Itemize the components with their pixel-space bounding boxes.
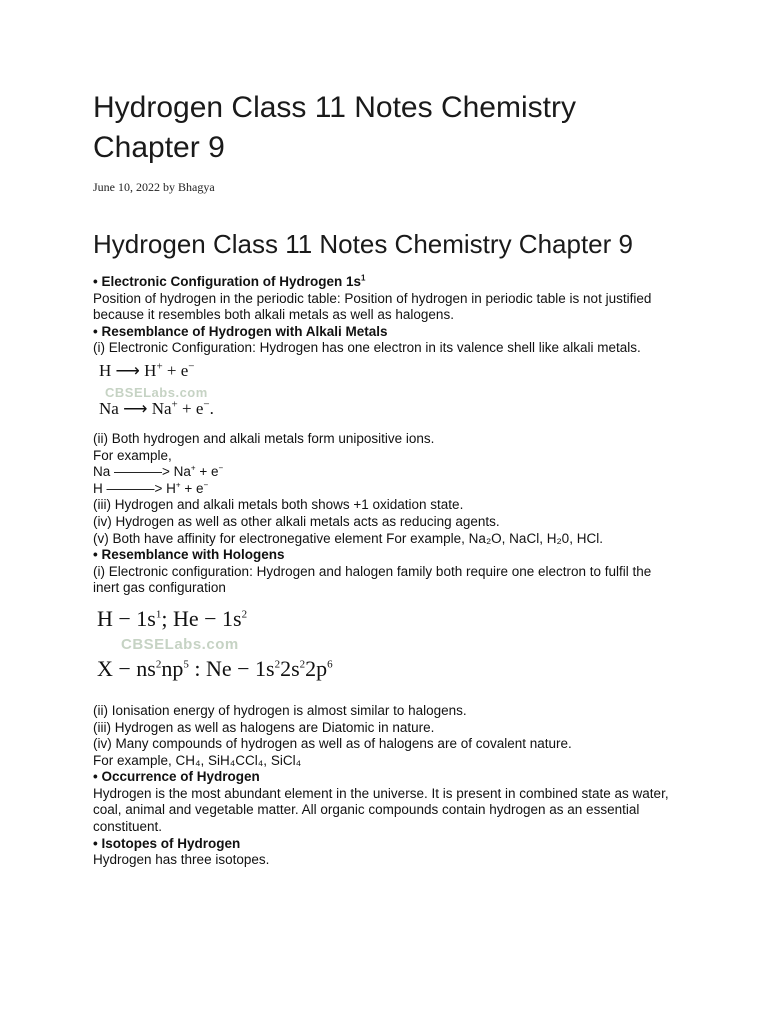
equation-h-he: $H - 1s^1$; $He - 1s^2$ (97, 605, 248, 631)
section-heading-occurrence: • Occurrence of Hydrogen (93, 769, 260, 785)
example-line: Na ———–> Na+ + e− (93, 463, 224, 480)
paragraph: For example, CH₄, SiH₄CCl₄, SiCl₄ (93, 752, 302, 768)
section-heading-configuration (93, 274, 675, 291)
ionization-equation-image (95, 360, 255, 427)
paragraph: (iv) Many compounds of hydrogen as well as of halogens are of covalent nature. (93, 736, 572, 752)
paragraph: Hydrogen is the most abundant element in the universe. It is present in combined state as water, coal, animal and vegetable matter. All organic compounds contain hydrogen as an essential constituent. (93, 785, 669, 835)
section-heading-alkali: • Resemblance of Hydrogen with Alkali Metals (93, 323, 388, 339)
post-meta: June 10, 2022 by Bhagya (93, 180, 215, 194)
configuration-equation-image (95, 607, 415, 699)
paragraph: (iii) Hydrogen as well as halogens are Diatomic in nature. (93, 719, 435, 735)
paragraph: Hydrogen has three isotopes. (93, 852, 270, 868)
section-heading-text: • Electronic Configuration of Hydrogen 1s (93, 274, 361, 289)
equation-x-ne: $X - ns^2np^5$ : $Ne - 1s^22s^22p^6$ (97, 655, 333, 681)
watermark: CBSELabs.com (105, 384, 208, 400)
paragraph: (v) Both have affinity for electronegative element For example, Na₂O, NaCl, H₂0, HCl. (93, 530, 603, 546)
section-heading-isotopes: • Isotopes of Hydrogen (93, 835, 241, 851)
paragraph: (i) Electronic Configuration: Hydrogen has one electron in its valence shell like alkali metals. (93, 340, 641, 356)
paragraph: (ii) Ionisation energy of hydrogen is almost similar to halogens. (93, 702, 467, 718)
paragraph: (ii) Both hydrogen and alkali metals form unipositive ions. (93, 430, 435, 446)
superscript: 1 (361, 273, 366, 283)
example-line: H ———–> H+ + e− (93, 480, 209, 496)
page-title: Hydrogen Class 11 Notes Chemistry Chapter 9 (93, 91, 576, 164)
article-body (93, 274, 675, 869)
paragraph: Position of hydrogen in the periodic table: Position of hydrogen in periodic table is not justified because it resembles both alkali metals as well as halogens. (93, 290, 652, 323)
article-heading: Hydrogen Class 11 Notes Chemistry Chapter 9 (93, 229, 633, 259)
paragraph: (iii) Hydrogen and alkali metals both shows +1 oxidation state. (93, 497, 464, 513)
watermark: CBSELabs.com (121, 635, 239, 653)
paragraph: (iv) Hydrogen as well as other alkali metals acts as reducing agents. (93, 513, 500, 529)
equation-sodium: Na ⟶ Na+ + e−. (99, 398, 214, 418)
section-heading-halogens: • Resemblance with Hologens (93, 547, 285, 563)
equation-hydrogen: H ⟶ H+ + e− (99, 360, 195, 380)
paragraph: For example, (93, 447, 172, 463)
paragraph: (i) Electronic configuration: Hydrogen and halogen family both require one electron to fulfil the inert gas configuration (93, 563, 652, 596)
